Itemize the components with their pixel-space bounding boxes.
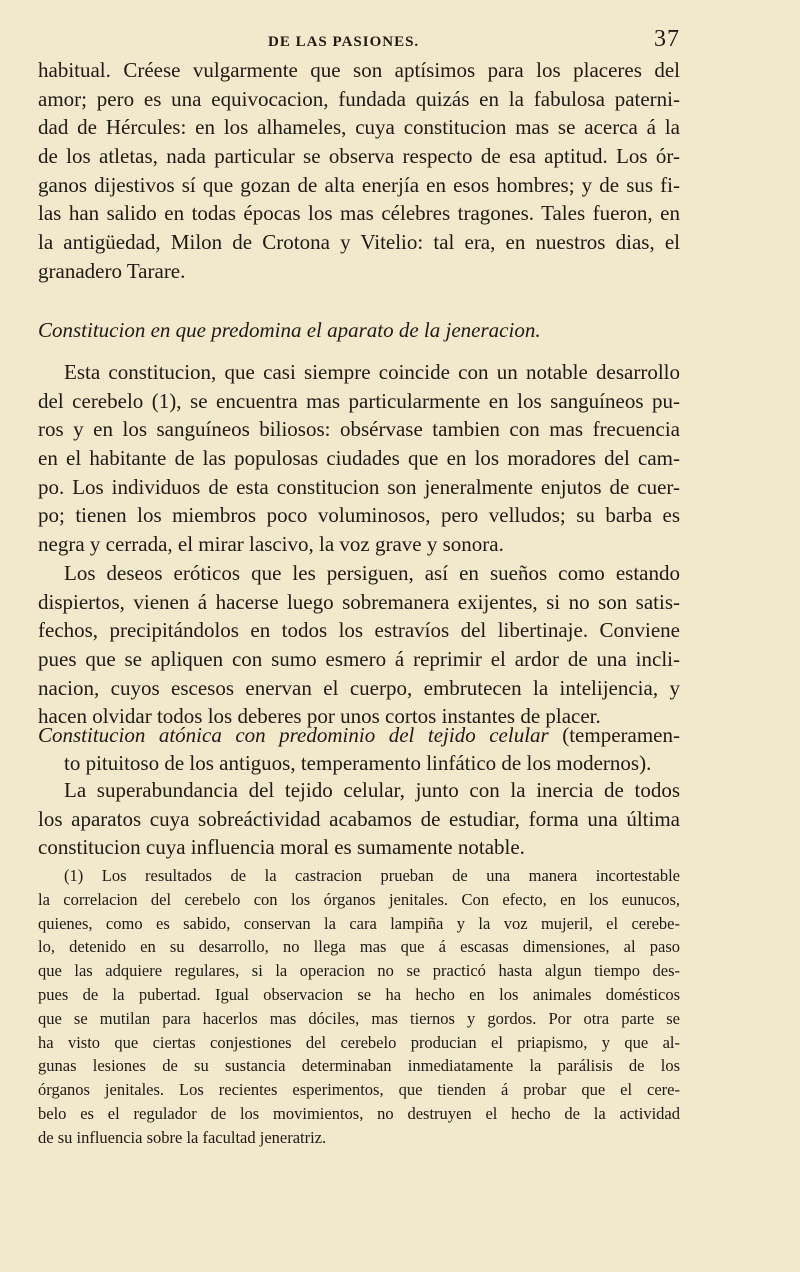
- text-line: Los deseos eróticos que les persiguen, así en sueños como estando: [64, 561, 680, 585]
- text-line: La superabundancia del tejido celular, junto con la inercia de todos: [64, 778, 680, 802]
- text-line: los aparatos cuya sobreáctividad acabamos de estudiar, forma una última: [38, 806, 680, 831]
- text-line: constitucion cuya influencia moral es sumamente notable.: [38, 835, 525, 860]
- text-line: en el habitante de las populosas ciudades que en los moradores del cam-: [38, 446, 680, 471]
- text-line: la correlacion del cerebelo con los órganos jenitales. Con efecto, en los eunucos,: [38, 889, 680, 909]
- text-line: de los atletas, nada particular se observa respecto de esa aptitud. Los ór-: [38, 144, 680, 169]
- text-line: hacen olvidar todos los deberes por unos cortos instantes de placer.: [38, 704, 601, 729]
- text-line: pues de la pubertad. Igual observacion se ha hecho en los animales domésticos: [38, 984, 680, 1004]
- heading-italic: Constitucion atónica con predominio del tejido celular: [38, 723, 549, 747]
- heading-line: [38, 721, 680, 749]
- text-line: las han salido en todas épocas los mas célebres tragones. Tales fueron, en: [38, 201, 680, 226]
- text-line: (1) Los resultados de la castracion prueban de una manera incortestable: [64, 866, 680, 885]
- text-line: quienes, como es sabido, conservan la cara lampiña y la voz mujeril, el cerebe-: [38, 913, 680, 933]
- text-line: negra y cerrada, el mirar lascivo, la voz grave y sonora.: [38, 532, 504, 557]
- section-heading: [38, 316, 680, 344]
- running-header: [38, 26, 680, 54]
- text-line: que se mutilan para hacerlos mas dóciles, mas tiernos y gordos. Por otra parte se: [38, 1008, 680, 1028]
- text-line: amor; pero es una equivocacion, fundada quizás en la fabulosa paterni-: [38, 86, 680, 111]
- text-line: del cerebelo (1), se encuentra mas particularmente en los sanguíneos pu-: [38, 388, 680, 413]
- text-line: ros y en los sanguíneos biliosos: obsérvase tambien con mas frecuencia: [38, 417, 680, 442]
- text-line: gunas lesiones de su sustancia determinaban inmediatamente la parálisis de los: [38, 1056, 680, 1076]
- text-line: Esta constitucion, que casi siempre coincide con un notable desarrollo: [64, 360, 680, 384]
- text-line: de su influencia sobre la facultad jeneratriz.: [38, 1127, 327, 1147]
- text-line: dad de Hércules: en los alhameles, cuya constitucion mas se acerca á la: [38, 115, 680, 140]
- text-line: po; tienen los miembros poco voluminosos, pero velludos; su barba es: [38, 503, 680, 528]
- paragraph: [38, 559, 680, 731]
- running-title: DE LAS PASIONES.: [268, 34, 420, 50]
- text-line: que las adquiere regulares, si la operacion no se practicó hasta algun tiempo des-: [38, 961, 680, 981]
- heading-roman: (temperamen-: [562, 723, 680, 747]
- paragraph: [38, 776, 680, 862]
- section-heading: [38, 721, 680, 777]
- text-line: dispiertos, vienen á hacerse luego sobremanera exijentes, si no son satis-: [38, 589, 680, 614]
- paragraph: [38, 56, 680, 286]
- text-line: ganos dijestivos sí que gozan de alta enerjía en esos hombres; y de sus fi-: [38, 172, 680, 197]
- text-line: lo, detenido en su desarrollo, no llega mas que á escasas dimensiones, al paso: [38, 937, 680, 957]
- text-line: pues que se apliquen con sumo esmero á reprimir el ardor de una incli-: [38, 647, 680, 672]
- text-line: granadero Tarare.: [38, 258, 186, 283]
- text-line: la antigüedad, Milon de Crotona y Vitelio: tal era, en nuestros dias, el: [38, 230, 680, 255]
- text-line: órganos jenitales. Los recientes esperimentos, que tienden á probar que el cere-: [38, 1080, 680, 1100]
- text-line: fechos, precipitándolos en todos los estravíos del libertinaje. Conviene: [38, 618, 680, 643]
- text-line: nacion, cuyos escesos enervan el cuerpo, embrutecen la intelijencia, y: [38, 675, 680, 700]
- page-number: 37: [654, 26, 680, 52]
- text-line: po. Los individuos de esta constitucion son jeneralmente enjutos de cuer-: [38, 474, 680, 499]
- footnote: [38, 864, 680, 1150]
- heading-line: to pituitoso de los antiguos, temperamento linfático de los modernos).: [64, 751, 652, 775]
- paragraph: [38, 358, 680, 559]
- text-line: ha visto que ciertas conjestiones del cerebelo producian el priapismo, y que al-: [38, 1032, 680, 1052]
- text-line: habitual. Créese vulgarmente que son aptísimos para los placeres del: [38, 58, 680, 82]
- text-line: belo es el regulador de los movimientos, no destruyen el hecho de la actividad: [38, 1103, 680, 1123]
- text-line: Constitucion en que predomina el aparato de la jeneracion.: [38, 318, 541, 342]
